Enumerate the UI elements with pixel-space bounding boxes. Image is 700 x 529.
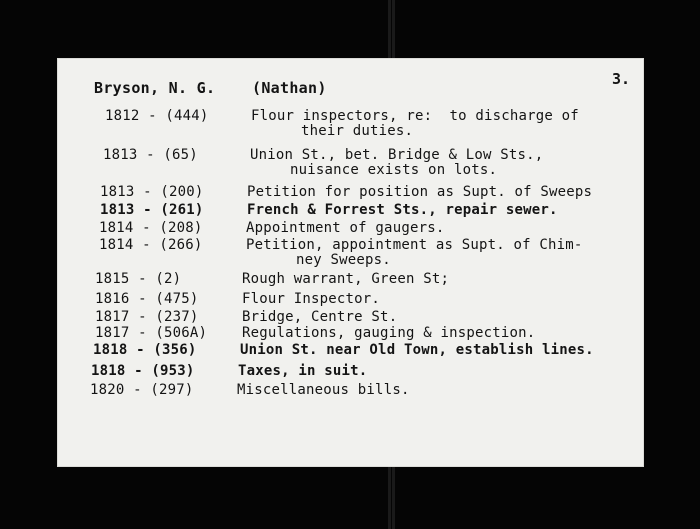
card-number: 3. <box>611 70 630 88</box>
person-name: Bryson, N. G. <box>94 79 216 97</box>
entry-date: 1818 - (356) <box>93 342 197 358</box>
entry-text: Petition, appointment as Supt. of Chim- <box>246 237 583 253</box>
entry-date: 1813 - (261) <box>100 202 204 218</box>
entry-date: 1816 - (475) <box>95 291 199 307</box>
entry-text: Appointment of gaugers. <box>246 220 445 236</box>
index-card <box>57 58 644 467</box>
entry-date: 1817 - (506A) <box>95 325 208 341</box>
entry-text: Taxes, in suit. <box>238 363 368 379</box>
entry-text: Bridge, Centre St. <box>242 309 398 325</box>
entry-text: Rough warrant, Green St; <box>242 271 450 287</box>
card-header <box>94 79 327 97</box>
entry-date: 1814 - (208) <box>99 220 203 236</box>
entry-text: Union St., bet. Bridge & Low Sts., <box>250 147 544 163</box>
entry-date: 1814 - (266) <box>99 237 203 253</box>
entry-date: 1813 - (200) <box>100 184 204 200</box>
entry-text: French & Forrest Sts., repair sewer. <box>247 202 558 218</box>
entry-date: 1812 - (444) <box>105 108 209 124</box>
entry-text: Union St. near Old Town, establish lines. <box>240 342 594 358</box>
entry-text: Regulations, gauging & inspection. <box>242 325 536 341</box>
entry-date: 1813 - (65) <box>103 147 198 163</box>
entry-text-cont: ney Sweeps. <box>296 252 391 268</box>
entry-text-cont: their duties. <box>301 123 414 139</box>
entry-date: 1818 - (953) <box>91 363 195 379</box>
entry-text: Petition for position as Supt. of Sweeps <box>247 184 593 200</box>
entry-text: Miscellaneous bills. <box>237 382 410 398</box>
entry-date: 1820 - (297) <box>90 382 194 398</box>
entry-date: 1815 - (2) <box>95 271 182 287</box>
entry-text: Flour Inspector. <box>242 291 381 307</box>
entry-text: Flour inspectors, re: to discharge of <box>251 108 579 124</box>
entry-date: 1817 - (237) <box>95 309 199 325</box>
person-alias: (Nathan) <box>252 79 327 97</box>
entry-text-cont: nuisance exists on lots. <box>290 162 498 178</box>
